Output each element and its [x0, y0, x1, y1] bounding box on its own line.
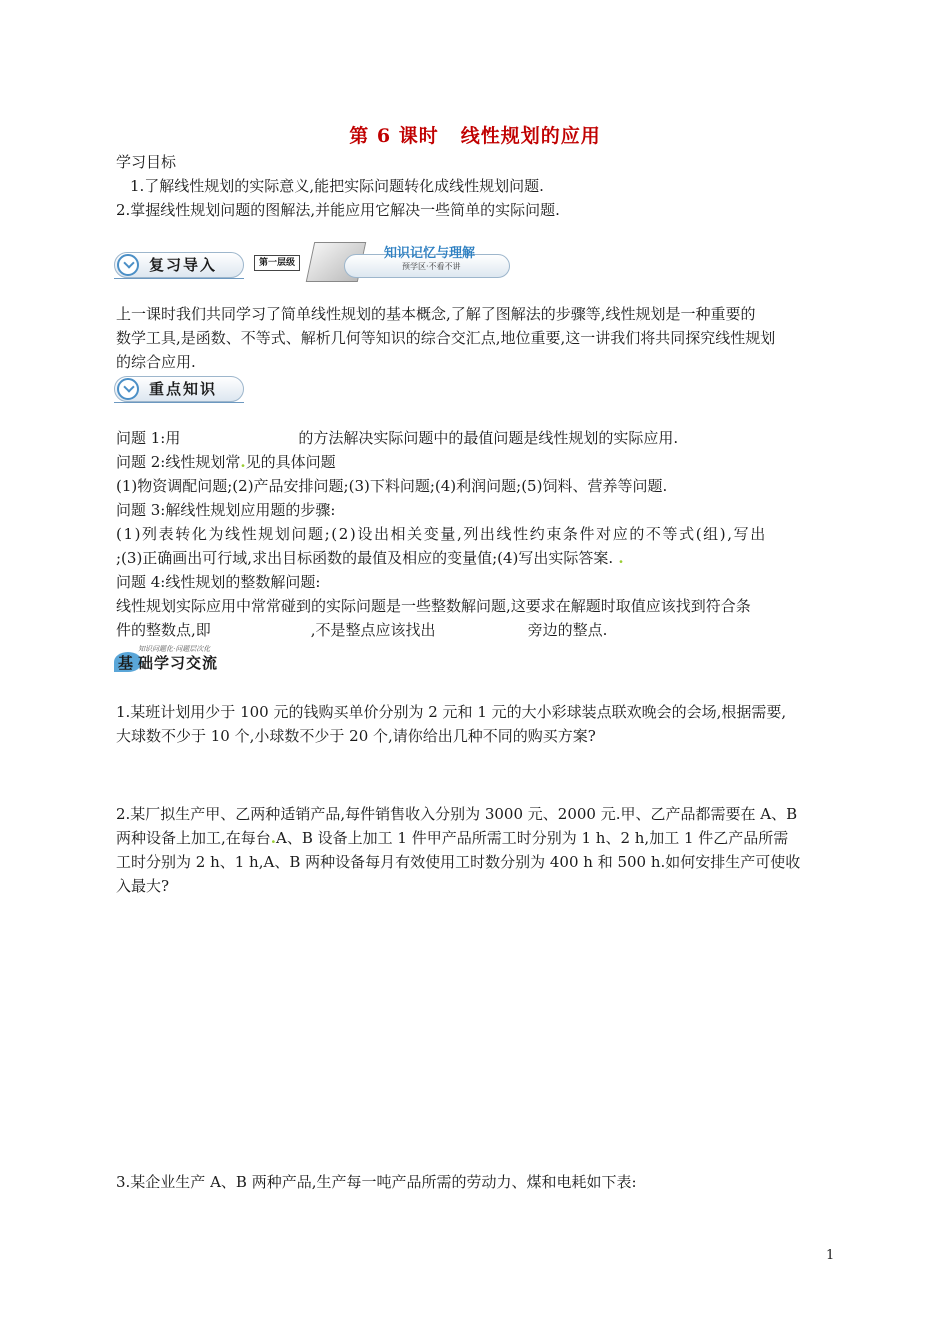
basic-banner-first-char: 基: [118, 654, 135, 672]
question-2: 问题 2:线性规划常.见的具体问题: [116, 453, 336, 471]
basic-banner-caption: 知识问题化·问题层次化: [138, 645, 211, 653]
chevron-circle-icon: [117, 254, 139, 276]
question-1: 问题 1:用 的方法解决实际问题中的最值问题是线性规划的实际应用.: [116, 429, 679, 447]
review-line-1: 上一课时我们共同学习了简单线性规划的基本概念,了解了图解法的步骤等,线性规划是一种重要的: [116, 305, 756, 323]
question-3: 问题 3:解线性规划应用题的步骤:: [116, 501, 336, 519]
key-banner: [114, 374, 246, 406]
lesson-topic: 线性规划的应用: [460, 125, 601, 147]
lesson-number: 第 6 课时: [349, 125, 439, 147]
problem-2-line-3: 工时分别为 2 h、1 h,A、B 两种设备每月有效使用工时数分别为 400 h 和 500 h.如何安排生产可使收: [116, 853, 801, 871]
objective-item-1: 1.了解线性规划的实际意义,能把实际问题转化成线性规划问题.: [130, 177, 544, 195]
level-tag: 第一层级: [254, 255, 300, 271]
review-banner-caption: 知识记忆与理解: [384, 246, 476, 261]
review-banner: [114, 246, 514, 286]
chevron-circle-icon: [117, 378, 139, 400]
question-4-line-1: 线性规划实际应用中常常碰到的实际问题是一些整数解问题,这要求在解题时取值应该找到符合条: [116, 597, 751, 615]
question-2-list: (1)物资调配问题;(2)产品安排问题;(3)下料问题;(4)利润问题;(5)饲料、营养等问题.: [116, 477, 668, 495]
key-banner-label: 重点知识: [149, 380, 218, 398]
question-4-line-2: 件的整数点,即 ,不是整点应该找出 旁边的整点.: [116, 621, 608, 639]
question-3-line-1: (1)列表转化为线性规划问题;(2)设出相关变量,列出线性约束条件对应的不等式(组),写出: [116, 525, 767, 543]
problem-2-line-2: 两种设备上加工,在每台.A、B 设备上加工 1 件甲产品所需工时分别为 1 h、2 h,加工 1 件乙产品所需: [116, 829, 789, 847]
page-title: [0, 124, 950, 148]
question-3-line-2: ;(3)正确画出可行域,求出目标函数的最值及相应的变量值;(4)写出实际答案. .: [116, 549, 624, 567]
page-number: 1: [826, 1248, 835, 1263]
objective-item-2: 2.掌握线性规划问题的图解法,并能应用它解决一些简单的实际问题.: [116, 201, 560, 219]
problem-3-line-1: 3.某企业生产 A、B 两种产品,生产每一吨产品所需的劳动力、煤和电耗如下表:: [116, 1173, 637, 1191]
objectives-heading: 学习目标: [116, 153, 177, 171]
review-line-3: 的综合应用.: [116, 353, 196, 371]
review-banner-subcaption: 预学区·不看不讲: [402, 262, 461, 271]
problem-1-line-2: 大球数不少于 10 个,小球数不少于 20 个,请你给出几种不同的购买方案?: [116, 727, 596, 745]
question-4: 问题 4:线性规划的整数解问题:: [116, 573, 321, 591]
review-line-2: 数学工具,是函数、不等式、解析几何等知识的综合交汇点,地位重要,这一讲我们将共同探究线性规划: [116, 329, 776, 347]
problem-2-line-4: 入最大?: [116, 877, 170, 895]
basic-banner: [114, 644, 244, 678]
review-banner-label: 复习导入: [149, 256, 218, 274]
basic-banner-label: 础学习交流: [138, 654, 219, 672]
problem-1-line-1: 1.某班计划用少于 100 元的钱购买单价分别为 2 元和 1 元的大小彩球装点联欢晚会的会场,根据需要,: [116, 703, 787, 721]
problem-2-line-1: 2.某厂拟生产甲、乙两种适销产品,每件销售收入分别为 3000 元、2000 元.甲、乙产品都需要在 A、B: [116, 805, 798, 823]
